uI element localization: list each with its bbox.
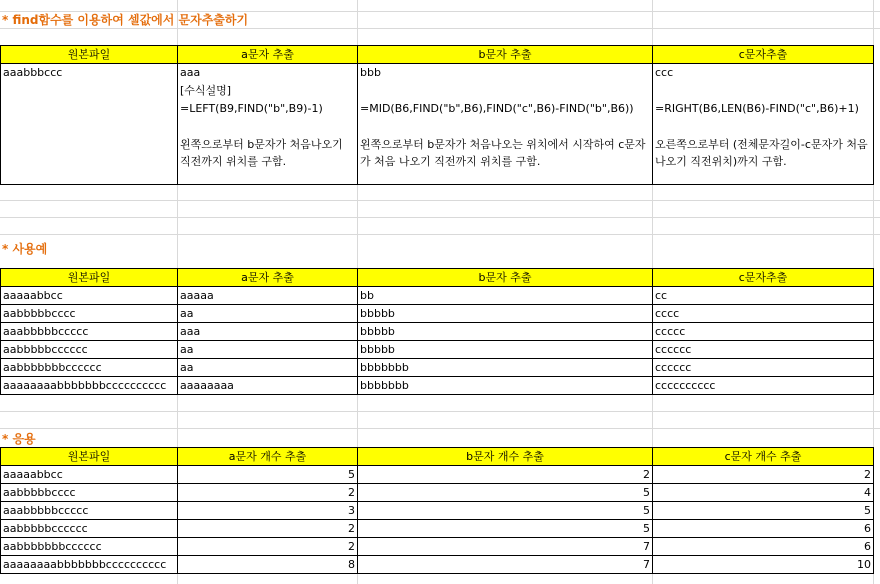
cell-b-count[interactable]: 5 bbox=[358, 520, 653, 538]
cell-b[interactable]: bbbbb bbox=[358, 323, 653, 341]
table-row bbox=[1, 520, 874, 538]
cell-b-count[interactable]: 7 bbox=[358, 538, 653, 556]
application-count-table bbox=[0, 447, 874, 574]
c-value: ccc bbox=[655, 66, 674, 79]
cell-a[interactable]: aa bbox=[178, 359, 358, 377]
table-row bbox=[1, 287, 874, 305]
header-a-extract[interactable]: a문자 추출 bbox=[178, 46, 358, 64]
cell-c[interactable]: cc bbox=[653, 287, 874, 305]
cell-source[interactable]: aabbbbbcccc bbox=[1, 484, 178, 502]
header-row bbox=[1, 448, 874, 466]
header-b-extract[interactable]: b문자 추출 bbox=[358, 269, 653, 287]
cell-source[interactable]: aaabbbbbccccc bbox=[1, 502, 178, 520]
a-description: 왼쪽으로부터 b문자가 처음나오기 직전까지 위치를 구함. bbox=[180, 138, 343, 168]
cell-source[interactable]: aaabbbbbccccc bbox=[1, 323, 178, 341]
cell-a-count[interactable]: 8 bbox=[178, 556, 358, 574]
cell-c[interactable]: cccccc bbox=[653, 341, 874, 359]
b-value: bbb bbox=[360, 66, 381, 79]
header-source[interactable]: 원본파일 bbox=[1, 46, 178, 64]
cell-a[interactable]: aaaaaaaa bbox=[178, 377, 358, 395]
cell-source[interactable]: aabbbbbcccccc bbox=[1, 341, 178, 359]
header-a-count[interactable]: a문자 개수 추출 bbox=[178, 448, 358, 466]
cell-b-count[interactable]: 5 bbox=[358, 502, 653, 520]
header-a-extract[interactable]: a문자 추출 bbox=[178, 269, 358, 287]
cell-source[interactable]: aabbbbbcccccc bbox=[1, 520, 178, 538]
cell-c[interactable]: ccccc bbox=[653, 323, 874, 341]
cell-c-explanation[interactable] bbox=[653, 64, 874, 185]
a-formula: =LEFT(B9,FIND("b",B9)-1) bbox=[180, 102, 323, 115]
table-row bbox=[1, 341, 874, 359]
cell-a[interactable]: aa bbox=[178, 341, 358, 359]
cell-c-count[interactable]: 6 bbox=[653, 538, 874, 556]
cell-source[interactable]: aaaaaaaabbbbbbbcccccccccc bbox=[1, 556, 178, 574]
cell-a-count[interactable]: 5 bbox=[178, 466, 358, 484]
explanation-row bbox=[1, 64, 874, 185]
section-application-title: * 응용 bbox=[2, 432, 36, 446]
cell-b[interactable]: bbbbbbb bbox=[358, 377, 653, 395]
header-row bbox=[1, 269, 874, 287]
cell-a[interactable]: aaa bbox=[178, 323, 358, 341]
cell-c-count[interactable]: 2 bbox=[653, 466, 874, 484]
source-value: aaabbbccc bbox=[3, 66, 63, 79]
cell-a-count[interactable]: 2 bbox=[178, 520, 358, 538]
cell-b[interactable]: bbbbbbb bbox=[358, 359, 653, 377]
cell-b-count[interactable]: 5 bbox=[358, 484, 653, 502]
cell-b[interactable]: bb bbox=[358, 287, 653, 305]
cell-source[interactable]: aaaaaaaabbbbbbbcccccccccc bbox=[1, 377, 178, 395]
find-explanation-table bbox=[0, 45, 874, 185]
header-c-extract[interactable]: c문자추출 bbox=[653, 269, 874, 287]
table-row bbox=[1, 377, 874, 395]
cell-c[interactable]: cccccccccc bbox=[653, 377, 874, 395]
cell-source[interactable] bbox=[1, 64, 178, 185]
cell-a-explanation[interactable] bbox=[178, 64, 358, 185]
table-row bbox=[1, 538, 874, 556]
table-row bbox=[1, 556, 874, 574]
cell-c-count[interactable]: 6 bbox=[653, 520, 874, 538]
cell-source[interactable]: aaaaabbcc bbox=[1, 287, 178, 305]
section-find-title: * find함수를 이용하여 셀값에서 문자추출하기 bbox=[2, 13, 249, 27]
usage-example-table bbox=[0, 268, 874, 395]
cell-b-count[interactable]: 2 bbox=[358, 466, 653, 484]
cell-c-count[interactable]: 5 bbox=[653, 502, 874, 520]
cell-c[interactable]: cccccc bbox=[653, 359, 874, 377]
section-usage-title: * 사용예 bbox=[2, 242, 48, 256]
cell-c-count[interactable]: 4 bbox=[653, 484, 874, 502]
cell-b[interactable]: bbbbb bbox=[358, 305, 653, 323]
b-description: 왼쪽으로부터 b문자가 처음나오는 위치에서 시작하여 c문자가 처음 나오기 직전까지 위치를 구함. bbox=[360, 138, 646, 168]
cell-b-explanation[interactable] bbox=[358, 64, 653, 185]
cell-a-count[interactable]: 3 bbox=[178, 502, 358, 520]
cell-source[interactable]: aabbbbbbbcccccc bbox=[1, 359, 178, 377]
header-c-count[interactable]: c문자 개수 추출 bbox=[653, 448, 874, 466]
table-row bbox=[1, 466, 874, 484]
a-note-label: [수식설명] bbox=[180, 84, 232, 97]
c-description: 오른쪽으로부터 (전체문자길이-c문자가 처음 나오기 직전위치)까지 구함. bbox=[655, 138, 868, 168]
cell-c[interactable]: cccc bbox=[653, 305, 874, 323]
c-formula: =RIGHT(B6,LEN(B6)-FIND("c",B6)+1) bbox=[655, 102, 859, 115]
header-b-extract[interactable]: b문자 추출 bbox=[358, 46, 653, 64]
table-row bbox=[1, 305, 874, 323]
cell-b[interactable]: bbbbb bbox=[358, 341, 653, 359]
table-row bbox=[1, 359, 874, 377]
header-source[interactable]: 원본파일 bbox=[1, 448, 178, 466]
cell-c-count[interactable]: 10 bbox=[653, 556, 874, 574]
cell-source[interactable]: aabbbbbbbcccccc bbox=[1, 538, 178, 556]
header-source[interactable]: 원본파일 bbox=[1, 269, 178, 287]
cell-a-count[interactable]: 2 bbox=[178, 538, 358, 556]
header-b-count[interactable]: b문자 개수 추출 bbox=[358, 448, 653, 466]
cell-source[interactable]: aabbbbbcccc bbox=[1, 305, 178, 323]
b-formula: =MID(B6,FIND("b",B6),FIND("c",B6)-FIND("b",B6)) bbox=[360, 102, 634, 115]
cell-a-count[interactable]: 2 bbox=[178, 484, 358, 502]
cell-a[interactable]: aa bbox=[178, 305, 358, 323]
cell-source[interactable]: aaaaabbcc bbox=[1, 466, 178, 484]
table-row bbox=[1, 323, 874, 341]
cell-b-count[interactable]: 7 bbox=[358, 556, 653, 574]
table-row bbox=[1, 502, 874, 520]
header-c-extract[interactable]: c문자추출 bbox=[653, 46, 874, 64]
table-row bbox=[1, 484, 874, 502]
cell-a[interactable]: aaaaa bbox=[178, 287, 358, 305]
a-value: aaa bbox=[180, 66, 201, 79]
header-row bbox=[1, 46, 874, 64]
